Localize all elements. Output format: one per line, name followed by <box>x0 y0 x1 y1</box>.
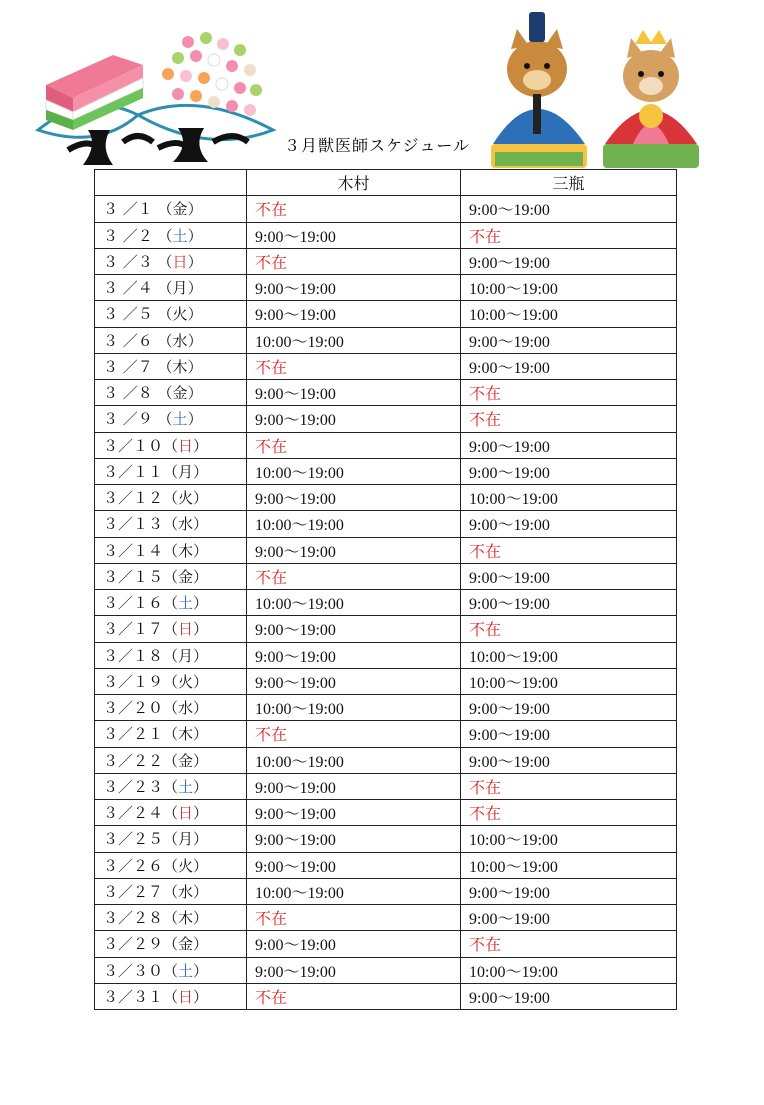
table-row <box>95 432 677 458</box>
kimura-schedule-cell: 10:00～19:00 <box>247 458 461 484</box>
closing-paren: ） <box>193 804 209 823</box>
weekday-text: 土 <box>172 226 188 245</box>
mikame-schedule-cell: 9:00～19:00 <box>461 511 677 537</box>
date-text: ３／２６（ <box>103 856 179 875</box>
kimura-schedule-cell: 10:00～19:00 <box>247 511 461 537</box>
date-text: ３／１０（ <box>103 436 179 455</box>
weekday-text: 土 <box>178 594 194 613</box>
date-text: ３ ／３ （ <box>103 252 173 271</box>
mikame-schedule-cell: 不在 <box>461 616 677 642</box>
kimura-schedule-cell: 9:00～19:00 <box>247 826 461 852</box>
weekday-text: 水 <box>178 882 194 901</box>
mikame-schedule-cell: 9:00～19:00 <box>461 458 677 484</box>
kimura-schedule-cell: 10:00～19:00 <box>247 747 461 773</box>
weekday-text: 金 <box>172 200 188 219</box>
date-cell <box>95 511 247 537</box>
table-row <box>95 353 677 379</box>
date-text: ３／２０（ <box>103 699 179 718</box>
date-text: ３ ／４ （ <box>103 279 173 298</box>
date-text: ３／２９（ <box>103 935 179 954</box>
weekday-text: 金 <box>172 384 188 403</box>
date-cell <box>95 380 247 406</box>
table-row <box>95 222 677 248</box>
date-cell <box>95 432 247 458</box>
date-text: ３ ／９ （ <box>103 410 173 429</box>
mikame-schedule-cell: 9:00～19:00 <box>461 695 677 721</box>
mikame-schedule-cell: 9:00～19:00 <box>461 878 677 904</box>
date-text: ３ ／８ （ <box>103 384 173 403</box>
kimura-schedule-cell: 不在 <box>247 353 461 379</box>
date-text: ３／２３（ <box>103 777 179 796</box>
date-cell <box>95 695 247 721</box>
closing-paren: ） <box>187 200 203 219</box>
mikame-schedule-cell: 10:00～19:00 <box>461 301 677 327</box>
date-cell <box>95 878 247 904</box>
kimura-schedule-cell: 9:00～19:00 <box>247 773 461 799</box>
date-text: ３ ／５ （ <box>103 305 173 324</box>
kimura-schedule-cell: 10:00～19:00 <box>247 878 461 904</box>
table-row <box>95 905 677 931</box>
date-text: ３／３１（ <box>103 987 179 1006</box>
date-cell <box>95 485 247 511</box>
date-cell <box>95 931 247 957</box>
kimura-schedule-cell: 9:00～19:00 <box>247 406 461 432</box>
closing-paren: ） <box>187 384 203 403</box>
date-text: ３／２７（ <box>103 882 179 901</box>
date-text: ３／２８（ <box>103 909 179 928</box>
closing-paren: ） <box>193 777 209 796</box>
mikame-schedule-cell: 10:00～19:00 <box>461 957 677 983</box>
date-text: ３／２５（ <box>103 830 179 849</box>
mikame-schedule-cell: 9:00～19:00 <box>461 432 677 458</box>
closing-paren: ） <box>193 489 209 508</box>
mikame-schedule-cell: 9:00～19:00 <box>461 327 677 353</box>
closing-paren: ） <box>193 830 209 849</box>
date-cell <box>95 826 247 852</box>
date-cell <box>95 800 247 826</box>
closing-paren: ） <box>187 331 203 350</box>
mikame-schedule-cell: 不在 <box>461 222 677 248</box>
closing-paren: ） <box>187 226 203 245</box>
weekday-text: 木 <box>178 725 194 744</box>
date-text: ３／２１（ <box>103 725 179 744</box>
kimura-schedule-cell: 9:00～19:00 <box>247 931 461 957</box>
kimura-schedule-cell: 9:00～19:00 <box>247 275 461 301</box>
mikame-schedule-cell: 不在 <box>461 931 677 957</box>
mikame-schedule-cell: 不在 <box>461 537 677 563</box>
mikame-schedule-cell: 9:00～19:00 <box>461 747 677 773</box>
date-text: ３／２４（ <box>103 804 179 823</box>
kimura-schedule-cell: 不在 <box>247 563 461 589</box>
hishimochi-blossom-illustration <box>28 30 283 185</box>
table-row <box>95 747 677 773</box>
mikame-schedule-cell: 不在 <box>461 773 677 799</box>
table-row <box>95 983 677 1009</box>
table-row <box>95 458 677 484</box>
closing-paren: ） <box>193 725 209 744</box>
weekday-text: 水 <box>178 699 194 718</box>
kimura-schedule-cell: 9:00～19:00 <box>247 852 461 878</box>
date-cell <box>95 537 247 563</box>
date-cell <box>95 248 247 274</box>
page-title: ３月獣医師スケジュール <box>284 136 471 155</box>
date-cell <box>95 983 247 1009</box>
kimura-schedule-cell: 10:00～19:00 <box>247 695 461 721</box>
date-cell <box>95 353 247 379</box>
table-row <box>95 537 677 563</box>
closing-paren: ） <box>193 646 209 665</box>
mikame-schedule-cell: 9:00～19:00 <box>461 721 677 747</box>
mikame-schedule-cell: 9:00～19:00 <box>461 590 677 616</box>
table-row <box>95 931 677 957</box>
date-cell <box>95 852 247 878</box>
kimura-schedule-cell: 不在 <box>247 905 461 931</box>
date-cell <box>95 957 247 983</box>
mikame-schedule-cell: 不在 <box>461 406 677 432</box>
mikame-schedule-cell: 10:00～19:00 <box>461 642 677 668</box>
date-text: ３ ／１ （ <box>103 200 173 219</box>
kimura-schedule-cell: 9:00～19:00 <box>247 642 461 668</box>
date-cell <box>95 905 247 931</box>
table-row <box>95 327 677 353</box>
weekday-text: 月 <box>172 279 188 298</box>
closing-paren: ） <box>187 305 203 324</box>
kimura-schedule-cell: 不在 <box>247 432 461 458</box>
table-row <box>95 957 677 983</box>
weekday-text: 土 <box>172 410 188 429</box>
closing-paren: ） <box>193 620 209 639</box>
closing-paren: ） <box>187 410 203 429</box>
table-header-row <box>95 170 677 196</box>
closing-paren: ） <box>187 252 203 271</box>
closing-paren: ） <box>193 699 209 718</box>
date-cell <box>95 196 247 222</box>
date-text: ３／１７（ <box>103 620 179 639</box>
date-text: ３／１４（ <box>103 541 179 560</box>
kimura-schedule-cell: 不在 <box>247 983 461 1009</box>
mikame-schedule-cell: 10:00～19:00 <box>461 852 677 878</box>
date-cell <box>95 327 247 353</box>
kimura-schedule-cell: 9:00～19:00 <box>247 668 461 694</box>
mikame-schedule-cell: 9:00～19:00 <box>461 196 677 222</box>
table-row <box>95 380 677 406</box>
mikame-schedule-cell: 不在 <box>461 800 677 826</box>
date-cell <box>95 458 247 484</box>
weekday-text: 土 <box>178 961 194 980</box>
kimura-schedule-cell: 不在 <box>247 721 461 747</box>
table-row <box>95 773 677 799</box>
closing-paren: ） <box>193 567 209 586</box>
date-text: ３／１９（ <box>103 672 179 691</box>
weekday-text: 土 <box>178 777 194 796</box>
kimura-schedule-cell: 9:00～19:00 <box>247 485 461 511</box>
date-cell <box>95 301 247 327</box>
kimura-schedule-cell: 9:00～19:00 <box>247 537 461 563</box>
kimura-schedule-cell: 10:00～19:00 <box>247 590 461 616</box>
date-text: ３／１２（ <box>103 489 179 508</box>
weekday-text: 木 <box>178 541 194 560</box>
date-cell <box>95 222 247 248</box>
closing-paren: ） <box>193 462 209 481</box>
weekday-text: 水 <box>172 331 188 350</box>
schedule-table <box>94 169 677 1010</box>
table-row <box>95 275 677 301</box>
mikame-schedule-cell: 9:00～19:00 <box>461 905 677 931</box>
kimura-schedule-cell: 不在 <box>247 196 461 222</box>
closing-paren: ） <box>193 935 209 954</box>
date-text: ３／１３（ <box>103 515 179 534</box>
mikame-schedule-cell: 9:00～19:00 <box>461 563 677 589</box>
date-text: ３／２２（ <box>103 751 179 770</box>
weekday-text: 月 <box>178 830 194 849</box>
date-cell <box>95 773 247 799</box>
closing-paren: ） <box>193 594 209 613</box>
closing-paren: ） <box>193 882 209 901</box>
date-cell <box>95 747 247 773</box>
closing-paren: ） <box>193 515 209 534</box>
weekday-text: 火 <box>178 672 194 691</box>
table-row <box>95 721 677 747</box>
kimura-schedule-cell: 9:00～19:00 <box>247 301 461 327</box>
weekday-text: 日 <box>178 620 194 639</box>
date-cell <box>95 406 247 432</box>
kimura-schedule-cell: 9:00～19:00 <box>247 800 461 826</box>
closing-paren: ） <box>187 279 203 298</box>
closing-paren: ） <box>193 541 209 560</box>
table-row <box>95 616 677 642</box>
date-cell <box>95 275 247 301</box>
header-kimura: 木村 <box>247 170 461 196</box>
table-row <box>95 511 677 537</box>
table-row <box>95 406 677 432</box>
weekday-text: 水 <box>178 515 194 534</box>
closing-paren: ） <box>187 357 203 376</box>
weekday-text: 月 <box>178 462 194 481</box>
closing-paren: ） <box>193 672 209 691</box>
table-row <box>95 248 677 274</box>
weekday-text: 日 <box>178 804 194 823</box>
weekday-text: 日 <box>178 987 194 1006</box>
kimura-schedule-cell: 9:00～19:00 <box>247 957 461 983</box>
mikame-schedule-cell: 9:00～19:00 <box>461 353 677 379</box>
table-row <box>95 590 677 616</box>
header-date <box>95 170 247 196</box>
date-cell <box>95 721 247 747</box>
date-text: ３／３０（ <box>103 961 179 980</box>
date-cell <box>95 642 247 668</box>
table-row <box>95 800 677 826</box>
closing-paren: ） <box>193 856 209 875</box>
hina-dolls-illustration <box>485 4 705 174</box>
mikame-schedule-cell: 10:00～19:00 <box>461 485 677 511</box>
date-text: ３／１５（ <box>103 567 179 586</box>
date-text: ３ ／６ （ <box>103 331 173 350</box>
weekday-text: 木 <box>172 357 188 376</box>
weekday-text: 火 <box>172 305 188 324</box>
table-row <box>95 485 677 511</box>
kimura-schedule-cell: 10:00～19:00 <box>247 327 461 353</box>
weekday-text: 金 <box>178 567 194 586</box>
closing-paren: ） <box>193 961 209 980</box>
date-text: ３ ／２ （ <box>103 226 173 245</box>
table-row <box>95 563 677 589</box>
kimura-schedule-cell: 不在 <box>247 248 461 274</box>
weekday-text: 日 <box>172 252 188 271</box>
weekday-text: 火 <box>178 489 194 508</box>
closing-paren: ） <box>193 436 209 455</box>
table-row <box>95 852 677 878</box>
date-text: ３／１８（ <box>103 646 179 665</box>
kimura-schedule-cell: 9:00～19:00 <box>247 616 461 642</box>
table-row <box>95 878 677 904</box>
date-cell <box>95 616 247 642</box>
date-text: ３／１１（ <box>103 462 179 481</box>
kimura-schedule-cell: 9:00～19:00 <box>247 380 461 406</box>
weekday-text: 火 <box>178 856 194 875</box>
weekday-text: 日 <box>178 436 194 455</box>
date-cell <box>95 563 247 589</box>
table-row <box>95 668 677 694</box>
table-row <box>95 642 677 668</box>
table-row <box>95 826 677 852</box>
mikame-schedule-cell: 9:00～19:00 <box>461 983 677 1009</box>
weekday-text: 金 <box>178 935 194 954</box>
mikame-schedule-cell: 不在 <box>461 380 677 406</box>
header-mikame: 三瓶 <box>461 170 677 196</box>
mikame-schedule-cell: 9:00～19:00 <box>461 248 677 274</box>
table-row <box>95 196 677 222</box>
weekday-text: 月 <box>178 646 194 665</box>
weekday-text: 金 <box>178 751 194 770</box>
closing-paren: ） <box>193 751 209 770</box>
table-row <box>95 695 677 721</box>
date-cell <box>95 668 247 694</box>
mikame-schedule-cell: 10:00～19:00 <box>461 275 677 301</box>
date-text: ３／１６（ <box>103 594 179 613</box>
mikame-schedule-cell: 10:00～19:00 <box>461 668 677 694</box>
date-cell <box>95 590 247 616</box>
closing-paren: ） <box>193 909 209 928</box>
kimura-schedule-cell: 9:00～19:00 <box>247 222 461 248</box>
mikame-schedule-cell: 10:00～19:00 <box>461 826 677 852</box>
table-row <box>95 301 677 327</box>
date-text: ３ ／７ （ <box>103 357 173 376</box>
weekday-text: 木 <box>178 909 194 928</box>
closing-paren: ） <box>193 987 209 1006</box>
